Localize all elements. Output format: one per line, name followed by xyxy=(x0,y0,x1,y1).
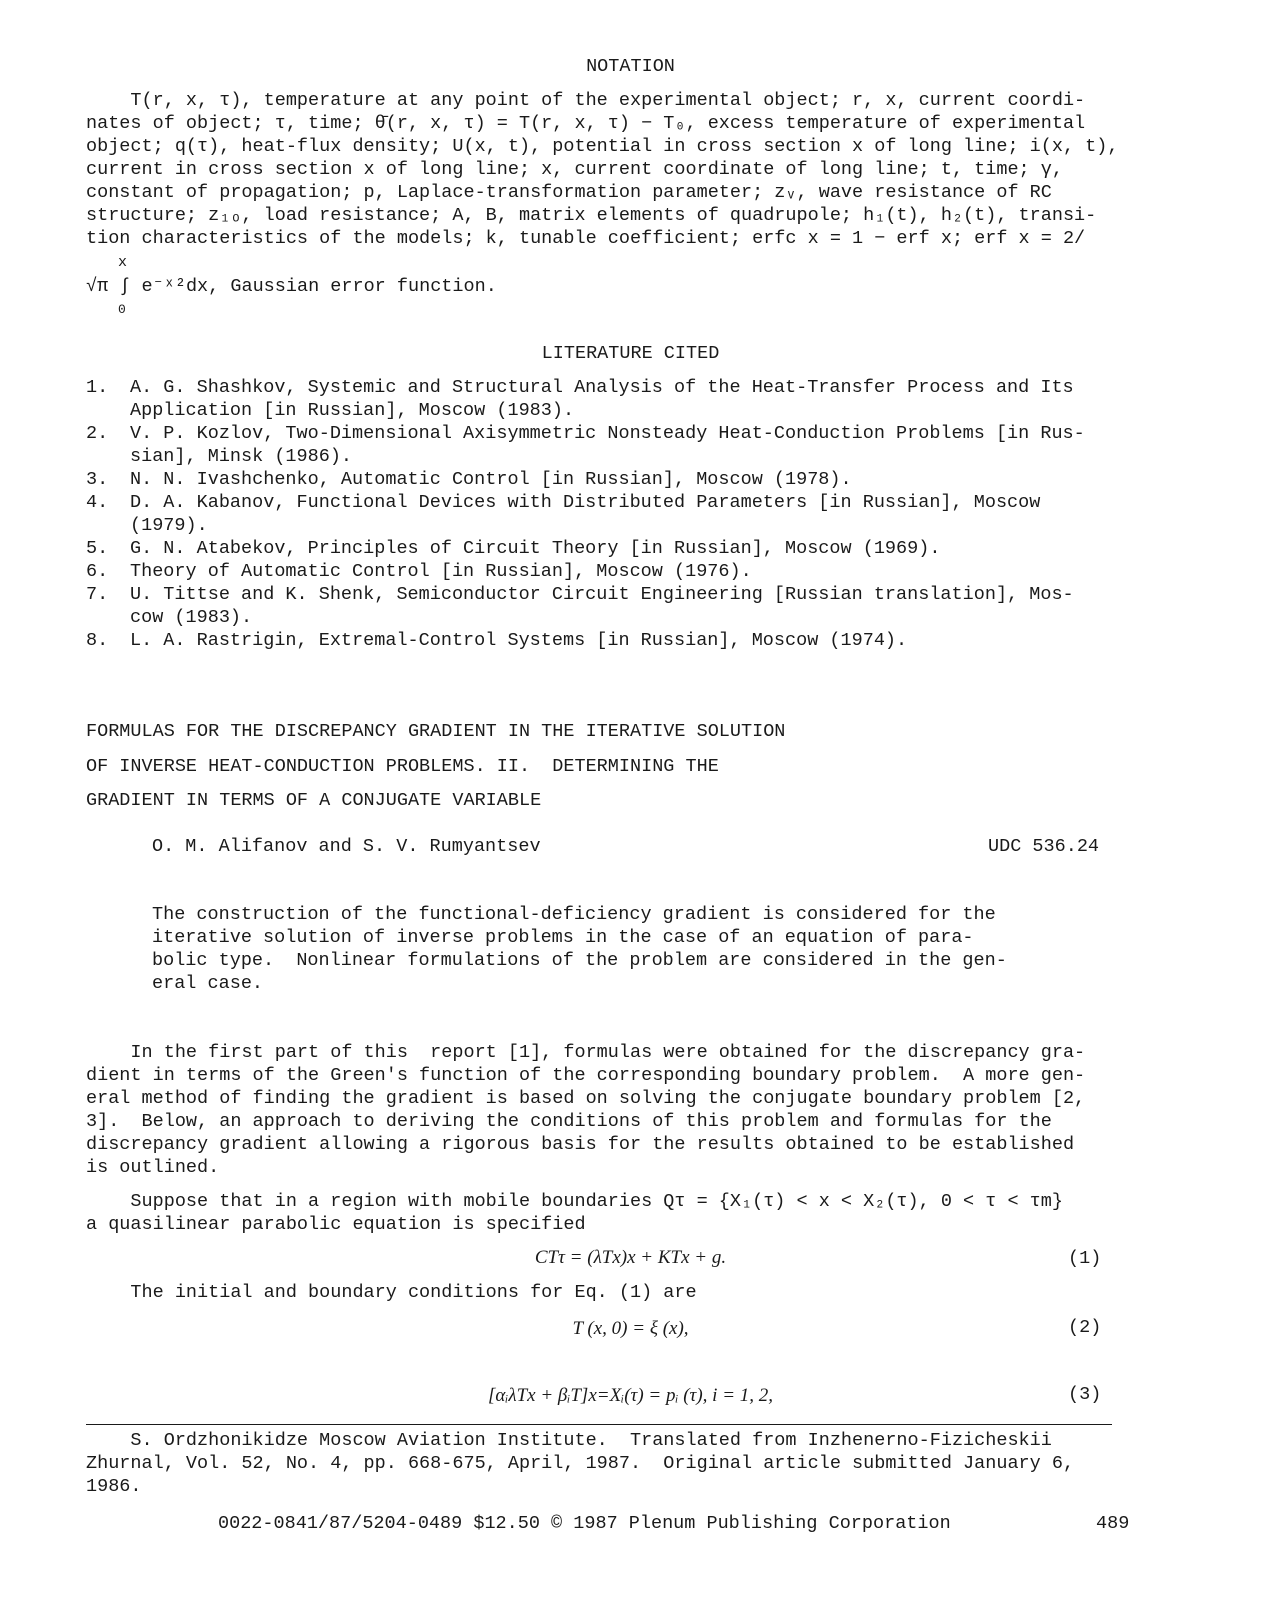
equation-1-number: (1) xyxy=(1068,1248,1102,1269)
title-line: OF INVERSE HEAT-CONDUCTION PROBLEMS. II. DETERMINING THE xyxy=(86,756,719,777)
footnote-line: S. Ordzhonikidze Moscow Aviation Institute. Translated from Inzhenerno-Fizicheskii xyxy=(86,1430,1052,1451)
body-line: a quasilinear parabolic equation is specified xyxy=(86,1214,586,1235)
reference-text: Application [in Russian], Moscow (1983). xyxy=(130,400,575,421)
footnote-line: 1986. xyxy=(86,1476,142,1497)
equation-2: T (x, 0) = ξ (x), xyxy=(572,1318,689,1339)
equation-1: CTτ = (λTx)x + KTx + g. xyxy=(534,1247,727,1268)
reference-text: L. A. Rastrigin, Extremal-Control Systems [in Russian], Moscow (1974). xyxy=(130,630,908,651)
reference-text: A. G. Shashkov, Systemic and Structural Analysis of the Heat-Transfer Process and Its xyxy=(130,377,1074,398)
reference-text: sian], Minsk (1986). xyxy=(130,446,353,467)
equation-3: [αᵢλTx + βᵢT]x=Xᵢ(τ) = pᵢ (τ), i = 1, 2, xyxy=(487,1385,774,1406)
body-line: 3]. Below, an approach to deriving the conditions of this problem and formulas for the xyxy=(86,1111,1052,1132)
title-line: FORMULAS FOR THE DISCREPANCY GRADIENT IN THE ITERATIVE SOLUTION xyxy=(86,721,786,742)
reference-text: Theory of Automatic Control [in Russian], Moscow (1976). xyxy=(130,561,752,582)
reference-number: 5. xyxy=(86,538,109,559)
authors: O. M. Alifanov and S. V. Rumyantsev xyxy=(152,836,541,857)
integral-line: √π ∫ e⁻ˣ²dx, Gaussian error function. xyxy=(86,276,497,297)
reference-number: 7. xyxy=(86,584,109,605)
reference-text: D. A. Kabanov, Functional Devices with Distributed Parameters [in Russian], Moscow xyxy=(130,492,1041,513)
reference-number: 8. xyxy=(86,630,109,651)
publication-code: 0022-0841/87/5204-0489 $12.50 © 1987 Plenum Publishing Corporation xyxy=(218,1513,951,1534)
reference-number: 6. xyxy=(86,561,109,582)
notation-line: T(r, x, τ), temperature at any point of the experimental object; r, x, current coordi- xyxy=(86,90,1086,111)
body-line: dient in terms of the Green's function of the corresponding boundary problem. A more gen- xyxy=(86,1065,1086,1086)
abstract-line: The construction of the functional-deficiency gradient is considered for the xyxy=(152,904,996,925)
body-line: In the first part of this report [1], formulas were obtained for the discrepancy gra- xyxy=(86,1042,1086,1063)
reference-number: 1. xyxy=(86,377,109,398)
reference-text: V. P. Kozlov, Two-Dimensional Axisymmetric Nonsteady Heat-Conduction Problems [in Rus- xyxy=(130,423,1085,444)
reference-text: (1979). xyxy=(130,515,208,536)
title-line: GRADIENT IN TERMS OF A CONJUGATE VARIABLE xyxy=(86,790,542,811)
literature-heading: LITERATURE CITED xyxy=(541,343,720,364)
abstract-line: bolic type. Nonlinear formulations of the problem are considered in the gen- xyxy=(152,950,1007,971)
footnote-line: Zhurnal, Vol. 52, No. 4, pp. 668-675, April, 1987. Original article submitted January 6, xyxy=(86,1453,1075,1474)
page-number: 489 xyxy=(1096,1513,1130,1534)
abstract-line: eral case. xyxy=(152,973,264,994)
body-line: is outlined. xyxy=(86,1157,220,1178)
notation-line: current in cross section x of long line; x, current coordinate of long line; t, time; γ, xyxy=(86,159,1063,180)
notation-heading: NOTATION xyxy=(586,56,675,77)
body-line: discrepancy gradient allowing a rigorous basis for the results obtained to be established xyxy=(86,1134,1075,1155)
equation-3-number: (3) xyxy=(1068,1384,1102,1405)
integral-lower-limit: 0 xyxy=(118,302,126,317)
reference-text: U. Tittse and K. Shenk, Semiconductor Circuit Engineering [Russian translation], Mos- xyxy=(130,584,1074,605)
reference-number: 3. xyxy=(86,469,109,490)
reference-number: 4. xyxy=(86,492,109,513)
reference-text: cow (1983). xyxy=(130,607,253,628)
udc-code: UDC 536.24 xyxy=(988,836,1100,857)
abstract-line: iterative solution of inverse problems in the case of an equation of para- xyxy=(152,927,974,948)
notation-line: object; q(τ), heat-flux density; U(x, t), potential in cross section x of long line; i(x, t), xyxy=(86,136,1119,157)
body-line: The initial and boundary conditions for Eq. (1) are xyxy=(86,1282,697,1303)
notation-line: nates of object; τ, time; θ̄(r, x, τ) = T(r, x, τ) − T₀, excess temperature of experimental xyxy=(86,113,1086,134)
notation-line: tion characteristics of the models; k, tunable coefficient; erfc x = 1 − erf x; erf x = 2/ xyxy=(86,228,1086,249)
reference-text: N. N. Ivashchenko, Automatic Control [in Russian], Moscow (1978). xyxy=(130,469,852,490)
notation-line: structure; z₁ₒ, load resistance; A, B, matrix elements of quadrupole; h₁(t), h₂(t), transi- xyxy=(86,205,1097,226)
integral-upper-limit: x xyxy=(118,254,128,271)
body-line: Suppose that in a region with mobile boundaries Qτ = {X₁(τ) < x < X₂(τ), 0 < τ < τm} xyxy=(86,1191,1063,1212)
footnote-rule xyxy=(86,1424,1112,1425)
notation-line: constant of propagation; p, Laplace-transformation parameter; zᵥ, wave resistance of RC xyxy=(86,182,1052,203)
reference-number: 2. xyxy=(86,423,109,444)
body-line: eral method of finding the gradient is based on solving the conjugate boundary problem [2, xyxy=(86,1088,1086,1109)
equation-2-number: (2) xyxy=(1068,1317,1102,1338)
reference-text: G. N. Atabekov, Principles of Circuit Theory [in Russian], Moscow (1969). xyxy=(130,538,941,559)
